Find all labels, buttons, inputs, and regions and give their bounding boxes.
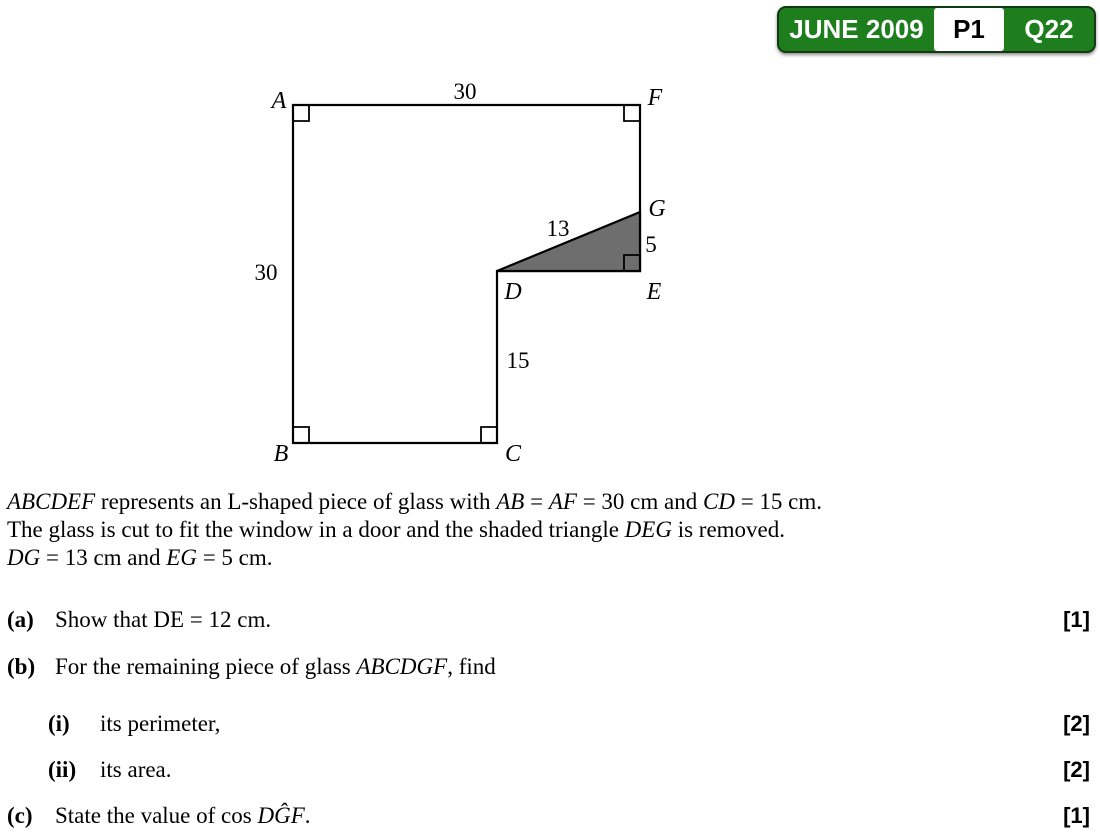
- right-angle-mark-c: [481, 427, 497, 443]
- question-a-label: (a): [7, 607, 34, 632]
- question-bii-text: its area.: [100, 757, 172, 782]
- right-angle-mark-a: [293, 105, 309, 121]
- question-c-label: (c): [7, 803, 33, 828]
- question-a-row: [7, 605, 1090, 635]
- right-angle-mark-f: [624, 105, 640, 121]
- vertex-label-e: E: [646, 279, 662, 305]
- question-a-mark: [1]: [1063, 607, 1090, 632]
- question-bi-row: [7, 709, 1090, 739]
- question-bii-row: [7, 755, 1090, 785]
- intro-line-1: [7, 488, 1087, 516]
- intro-text: AB: [496, 489, 525, 514]
- badge-session-label: JUNE 2009: [789, 14, 924, 44]
- intro-text: AF: [548, 489, 577, 514]
- vertex-label-b: B: [273, 441, 289, 467]
- question-bi-label: (i): [48, 711, 70, 736]
- length-label-af: 30: [453, 79, 477, 104]
- question-a-text: Show that DE = 12 cm.: [55, 607, 272, 632]
- question-bi-text: its perimeter,: [100, 711, 221, 736]
- question-c-row: [7, 801, 1090, 831]
- question-bii-mark: [2]: [1063, 757, 1090, 782]
- vertex-label-d: D: [504, 279, 522, 305]
- l-shape-outline: [293, 105, 640, 443]
- length-label-ab: 30: [254, 260, 278, 285]
- question-c-text-part: State the value of cos: [55, 803, 258, 828]
- question-c-text-part: .: [304, 803, 311, 828]
- intro-text: represents an L-shaped piece of glass with: [95, 489, 497, 514]
- question-b-text-part: For the remaining piece of glass: [55, 654, 357, 679]
- question-c-text: [55, 803, 311, 829]
- question-c-mark: [1]: [1063, 803, 1090, 828]
- question-b-text-part: , find: [447, 654, 496, 679]
- intro-text: = 5 cm.: [196, 545, 273, 570]
- vertex-label-a: A: [271, 88, 287, 114]
- intro-text: The glass is cut to fit the window in a door and the shaded triangle: [7, 517, 625, 542]
- intro-line-3: [7, 544, 1087, 572]
- geometry-diagram: [240, 70, 710, 470]
- question-bii-label: (ii): [48, 757, 77, 782]
- length-label-dg: 13: [546, 216, 570, 241]
- badge-paper-label: P1: [934, 8, 1004, 51]
- intro-text: CD: [702, 489, 735, 514]
- badge-question-label: Q22: [1024, 14, 1074, 44]
- vertex-label-f: F: [647, 85, 663, 111]
- question-bi-mark: [2]: [1063, 711, 1090, 736]
- intro-line-2: [7, 516, 1087, 544]
- question-c-text-part: DĜF: [257, 803, 305, 828]
- length-label-dc: 15: [506, 348, 530, 373]
- intro-text: = 30 cm and: [576, 489, 703, 514]
- exam-reference-badge: [777, 6, 1096, 53]
- intro-text: DEG: [624, 517, 672, 542]
- intro-text: DG: [7, 545, 41, 570]
- intro-text: = 15 cm.: [734, 489, 823, 514]
- question-b-row: [7, 652, 1090, 682]
- question-b-text-part: ABCDGF: [356, 654, 448, 679]
- right-angle-mark-b: [293, 427, 309, 443]
- intro-text: =: [524, 489, 549, 514]
- intro-text: EG: [166, 545, 197, 570]
- question-b-label: (b): [7, 654, 36, 679]
- vertex-label-c: C: [504, 441, 522, 467]
- intro-text: = 13 cm and: [40, 545, 167, 570]
- diagram-svg: [240, 70, 710, 470]
- intro-text: ABCDEF: [7, 489, 96, 514]
- length-label-ge: 5: [645, 232, 657, 257]
- question-b-text: [55, 654, 496, 680]
- vertex-label-g: G: [648, 196, 666, 222]
- intro-paragraph: [7, 488, 1087, 572]
- intro-text: is removed.: [671, 517, 786, 542]
